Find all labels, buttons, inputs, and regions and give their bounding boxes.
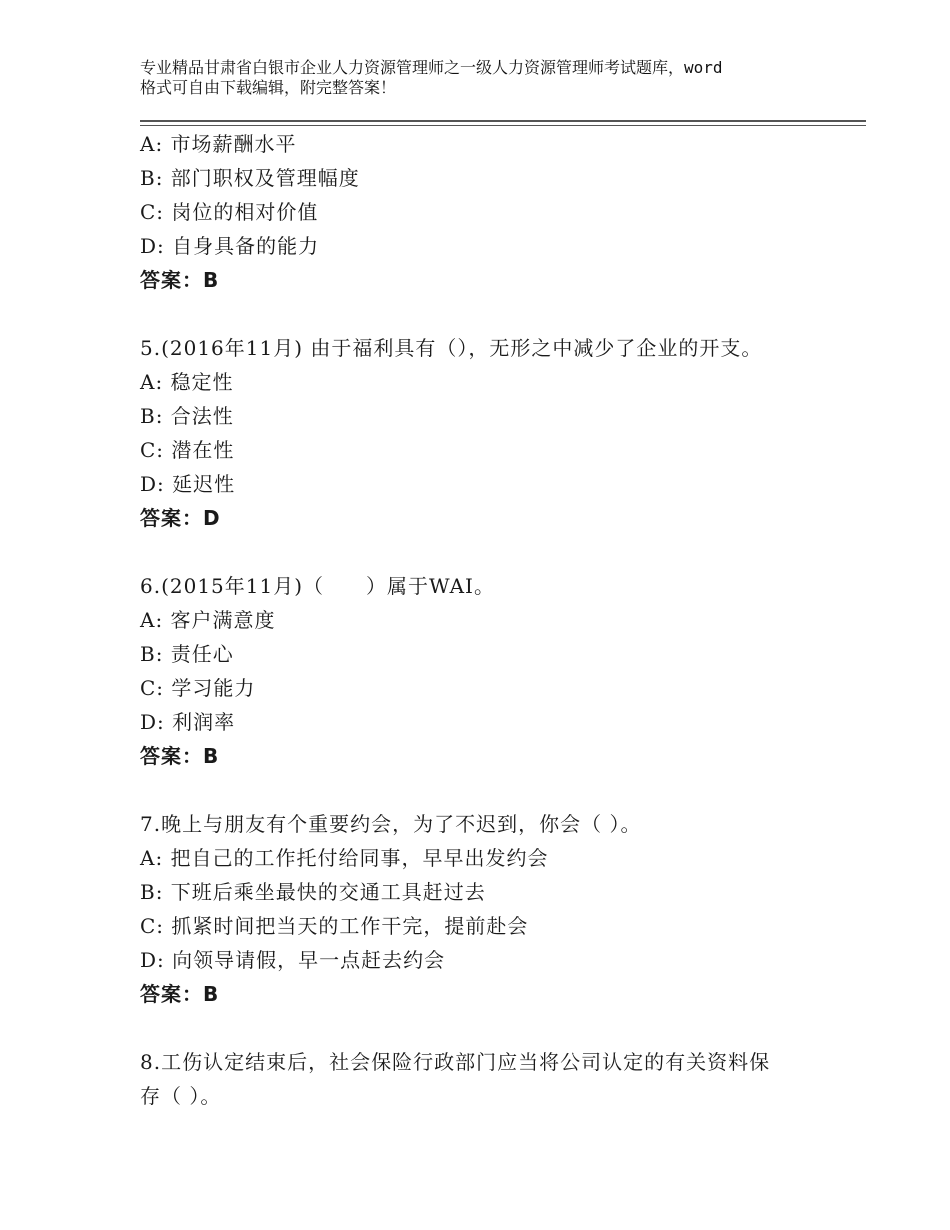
option-a: A: 稳定性	[140, 370, 234, 394]
spacer	[140, 1011, 840, 1045]
option-c: C: 潜在性	[140, 438, 235, 462]
question-stem: 6.(2015年11月)（ ）属于WAI。	[140, 574, 495, 598]
answer: 答案：B	[140, 268, 220, 292]
header-title-line-2: 格式可自由下载编辑，附完整答案！	[140, 78, 397, 97]
option-c: C: 岗位的相对价值	[140, 200, 319, 224]
header-title-line-1: 专业精品甘肃省白银市企业人力资源管理师之一级人力资源管理师考试题库，word	[140, 58, 723, 77]
option-b: B: 部门职权及管理幅度	[140, 166, 360, 190]
question-stem: 7.晚上与朋友有个重要约会，为了不迟到，你会（ ）。	[140, 812, 642, 836]
header-rule-thick	[140, 120, 866, 122]
option-a: A: 客户满意度	[140, 608, 276, 632]
option-d: D: 利润率	[140, 710, 236, 734]
question-7	[140, 807, 840, 1011]
header-rule-thin	[140, 125, 866, 126]
option-b: B: 合法性	[140, 404, 234, 428]
spacer	[140, 297, 840, 331]
option-a: A: 把自己的工作托付给同事，早早出发约会	[140, 846, 549, 870]
option-d: D: 延迟性	[140, 472, 236, 496]
question-6	[140, 569, 840, 773]
question-stem-line-1: 8.工伤认定结束后，社会保险行政部门应当将公司认定的有关资料保	[140, 1050, 771, 1074]
spacer	[140, 773, 840, 807]
option-c: C: 抓紧时间把当天的工作干完，提前赴会	[140, 914, 529, 938]
option-b: B: 责任心	[140, 642, 234, 666]
question-stem-line-2: 存（ ）。	[140, 1084, 222, 1108]
question-list	[140, 127, 840, 1113]
question-8	[140, 1045, 840, 1113]
question-5	[140, 331, 840, 535]
question-4	[140, 127, 840, 297]
document-header	[140, 58, 840, 98]
answer: 答案：B	[140, 744, 220, 768]
option-c: C: 学习能力	[140, 676, 256, 700]
option-d: D: 自身具备的能力	[140, 234, 320, 258]
option-b: B: 下班后乘坐最快的交通工具赶过去	[140, 880, 486, 904]
answer: 答案：B	[140, 982, 220, 1006]
option-d: D: 向领导请假，早一点赶去约会	[140, 948, 446, 972]
question-stem: 5.(2016年11月) 由于福利具有（），无形之中减少了企业的开支。	[140, 336, 763, 360]
spacer	[140, 535, 840, 569]
option-a: A: 市场薪酬水平	[140, 132, 297, 156]
answer: 答案：D	[140, 506, 221, 530]
